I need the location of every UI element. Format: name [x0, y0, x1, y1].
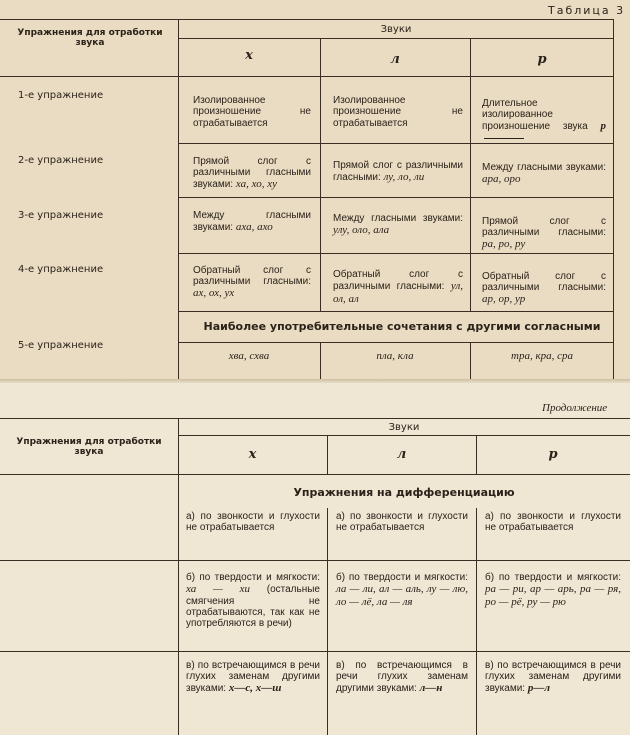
cell-r1-l: Изолированное произношение не отрабатывается [333, 95, 463, 130]
cell-r3-l: Между гласными звуками: улу, оло, ала [333, 213, 463, 237]
rule [0, 560, 630, 561]
rule [0, 418, 630, 419]
combo-l: пла, кла [376, 350, 414, 362]
header-letter-r-continued: р [548, 447, 558, 462]
rule [178, 435, 630, 436]
diff-b-r: б) по твердости и мягкости: ра — ри, ар — арь, ра — ря, ро — рё, ру — рю [485, 572, 621, 608]
cell-r2-l: Прямой слог с различными гласными: лу, ло, ли [333, 160, 463, 184]
continuation-label: Продолжение [542, 402, 608, 414]
row-label-3: 3-е упражнение [18, 210, 104, 221]
cell-r4-x: Обратный слог с различными гласными: ах, ох, ух [193, 265, 311, 300]
combo-r: тра, кра, сра [511, 350, 573, 362]
rule [178, 418, 179, 735]
header-sounds-label-continued: Звуки [388, 422, 420, 433]
cell-r1-r: Длительное изолированное произношение звука р [482, 98, 606, 144]
header-letter-l: л [390, 52, 400, 67]
rule [0, 651, 630, 652]
header-column-label-continued: Упражнения для отработки звука [16, 437, 162, 457]
rule [476, 508, 477, 735]
row-label-5: 5-е упражнение [18, 340, 104, 351]
diff-c-l: в) по встречающимся в речи глухих заменам другими звуками: л—н [336, 660, 468, 695]
rule [178, 342, 614, 343]
rule [178, 197, 614, 198]
header-letter-x: х [245, 48, 253, 63]
cell-r2-r: Между гласными звуками: ара, оро [482, 162, 606, 186]
rule [0, 474, 630, 475]
rule [178, 253, 614, 254]
cell-r2-x: Прямой слог с различными гласными звуками: ха, хо, ху [193, 156, 311, 191]
differentiation-heading: Упражнения на дифференциацию [293, 486, 515, 499]
rule [178, 19, 179, 381]
rule [327, 508, 328, 735]
row-label-2: 2-е упражнение [18, 155, 104, 166]
header-letter-l-continued: л [396, 447, 407, 462]
table-title: Таблица 3 [548, 4, 626, 17]
rule [470, 38, 471, 311]
cell-r3-x: Между гласными звуками: аха, ахо [193, 210, 311, 234]
cell-r1-x: Изолированное произношение не отрабатывается [193, 95, 311, 130]
header-letter-x-continued: х [248, 447, 257, 462]
rule [178, 311, 614, 312]
diff-b-x: б) по твердости и мягкости: ха — хи (остальные смягчения не отрабатываются, так как не употребляются в речи) [186, 572, 320, 629]
row-label-4: 4-е упражнение [18, 264, 104, 275]
header-column-label: Упражнения для отработки звука [17, 28, 163, 48]
diff-c-x: в) по встречающимся в речи глухих заменам другими звуками: х—с, х—ш [186, 660, 320, 695]
diff-a-r: а) по звонкости и глухости не отрабатывается [485, 511, 621, 534]
cell-r4-r: Обратный слог с различными гласными: ар, ор, ур [482, 271, 606, 306]
table-3-continuation-page [0, 383, 630, 735]
cell-r4-l: Обратный слог с различными гласными: ул, ол, ал [333, 269, 463, 305]
rule [0, 76, 614, 77]
header-sounds-label: Звуки [380, 24, 412, 35]
combinations-heading: Наиболее употребительные сочетания с другими согласными [203, 320, 601, 333]
rule [0, 19, 614, 20]
rule [178, 38, 614, 39]
diff-a-l: а) по звонкости и глухости не отрабатывается [336, 511, 468, 534]
row-label-1: 1-е упражнение [18, 90, 104, 101]
combo-x: хва, схва [228, 350, 270, 362]
rule [320, 38, 321, 311]
diff-a-x: а) по звонкости и глухости не отрабатывается [186, 511, 320, 534]
diff-b-l: б) по твердости и мягкости: ла — ли, ал — аль, лу — лю, ло — лё, ла — ля [336, 572, 468, 608]
header-letter-r: р [537, 52, 547, 67]
diff-c-r: в) по встречающимся в речи глухих заменам другими звуками: р—л [485, 660, 621, 695]
cell-r3-r: Прямой слог с различными гласными: ра, ро, ру [482, 216, 606, 251]
